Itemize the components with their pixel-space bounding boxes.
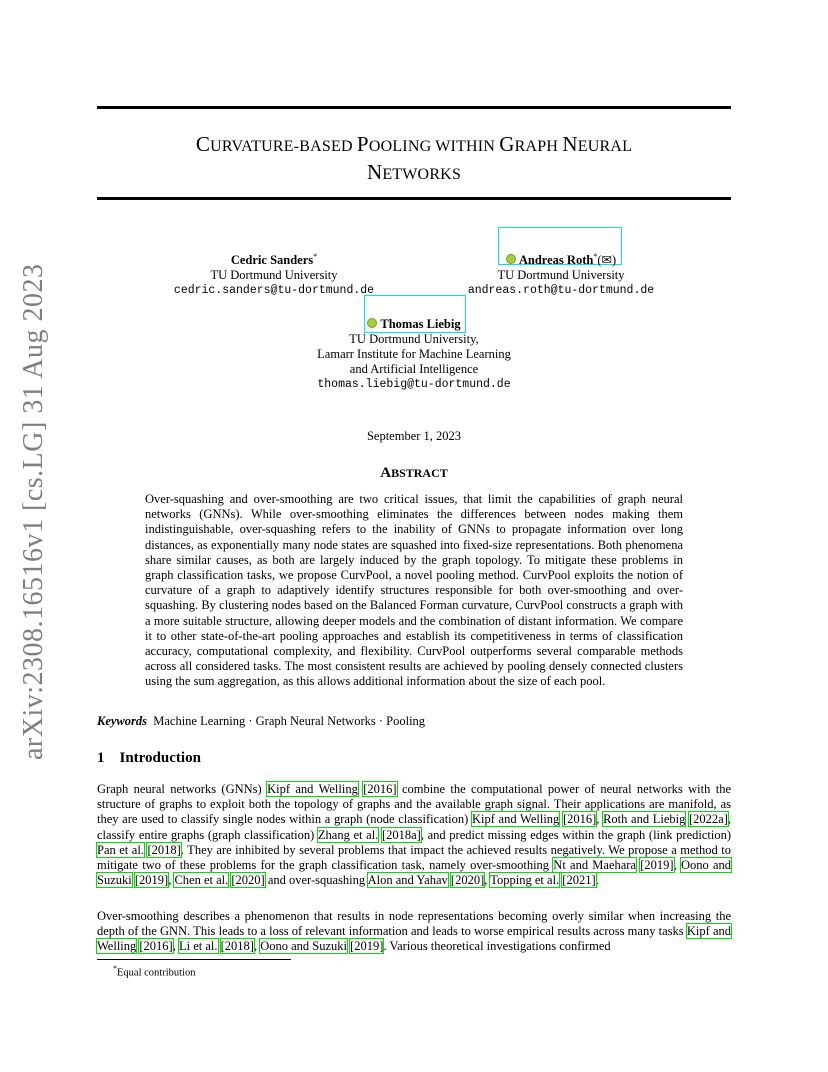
author-affiliation: TU Dortmund University — [497, 268, 625, 283]
citation-link[interactable]: [2020] — [231, 873, 265, 888]
section-heading: 1 Introduction — [97, 750, 201, 766]
citation-link[interactable]: Roth and Liebig — [603, 812, 686, 827]
author-name: Andreas Roth — [518, 253, 594, 268]
title-top-rule — [97, 106, 731, 109]
keywords-label: Keywords — [97, 714, 147, 728]
citation-link[interactable]: [2018a] — [381, 827, 421, 842]
title-bottom-rule — [97, 197, 731, 200]
orcid-icon[interactable] — [506, 254, 516, 264]
citation-link[interactable]: [2021] — [562, 873, 596, 888]
citation-link[interactable]: Zhang et al. — [317, 827, 379, 842]
author-email: andreas.roth@tu-dortmund.de — [467, 284, 655, 298]
citation-link[interactable]: Kipf and Welling — [471, 812, 560, 827]
paper-date: September 1, 2023 — [366, 429, 462, 443]
keywords — [97, 714, 425, 729]
citation-link[interactable]: [2019] — [640, 858, 674, 873]
citation-link[interactable]: [2019] — [134, 873, 169, 888]
author-name: Thomas Liebig — [380, 317, 461, 331]
orcid-icon[interactable] — [367, 318, 377, 328]
intro-paragraph-1: Graph neural networks (GNNs) Kipf and Welling [2016] combine the computational power of neural networks with the structure of graphs to exploit both the topology of graphs and the available graph signal. Their applications are manifold, as they are used to classify single nodes within a graph (node classification) Kipf and Welling [2016], Roth and Liebig [2022a], classify entire graphs (graph classification) Zhang et al. [2018a], and predict missing edges within the graph (link prediction) Pan et al. [2018]. They are inhibited by several problems that impact the achieved results negatively. We propose a method to mitigate two of these problems for the graph classification task, namely over-smoothing Nt and Maehara [2019], Oono and Suzuki [2019], Chen et al. [2020] and over-squashing Alon and Yahav [2020], Topping et al. [2021]. — [97, 782, 732, 888]
arxiv-id: arXiv:2308.16516v1 [cs.LG] 31 Aug 2023 — [18, 263, 49, 760]
author-email: thomas.liebig@tu-dortmund.de — [317, 378, 511, 391]
citation-link[interactable]: [2018] — [220, 939, 254, 954]
keywords-text: Machine Learning · Graph Neural Networks · Pooling — [153, 714, 426, 728]
intro-paragraph-2: Over-smoothing describes a phenomenon that results in node representations becoming overly similar when increasing the depth of the GNN. This leads to a loss of relevant information and leads to worse empirical results across many tasks Kipf and Welling [2016], Li et al. [2018], Oono and Suzuki [2019]. Various theoretical investigations confirmed — [97, 909, 731, 954]
citation-link[interactable]: [2020] — [450, 873, 485, 888]
footnote: *Equal contribution — [113, 964, 196, 979]
citation-link[interactable]: [2016] — [363, 782, 397, 796]
citation-link[interactable]: [2016] — [562, 812, 597, 827]
envelope-icon[interactable]: (✉) — [597, 253, 617, 268]
citation-link[interactable]: Pan et al. — [97, 842, 144, 857]
citation-link[interactable]: [2018] — [147, 842, 181, 857]
abstract-heading: ABSTRACT — [380, 465, 448, 481]
paper-title-line1: CURVATURE-BASED POOLING WITHIN GRAPH NEURAL — [195, 132, 633, 156]
author-name: Cedric Sanders — [230, 253, 314, 268]
citation-link[interactable]: Oono and Suzuki — [97, 858, 732, 888]
abstract-text: Over-squashing and over-smoothing are two critical issues, that limit the capabilities of graph neural networks (GNNs). While over-smoothing eliminates the differences between nodes making them indistinguishable, over-squashing refers to the inability of GNNs to propagate information over long distances, as exponentially many node states are squashed into fixed-size representations. Both phenomena share similar causes, as both are largely induced by the graph topology. To mitigate these problems in graph classification tasks, we propose CurvPool, a novel pooling method. CurvPool exploits the notion of curvature of a graph to adaptively identify structures responsible for both over-smoothing and over-squashing. By clustering nodes based on the Balanced Forman curvature, CurvPool constructs a graph with a more suitable structure, allowing deeper models and the combination of distant information. We compare it to other state-of-the-art pooling approaches and establish its competitiveness in terms of classification accuracy, computational complexity, and flexibility. CurvPool outperforms several comparable methods across all considered tasks. The most consistent results are achieved by pooling densely connected clusters using the sum aggregation, as this allows additional information about the size of each pool. — [145, 492, 683, 689]
paper-title-line2: NETWORKS — [366, 160, 462, 184]
author-email: cedric.sanders@tu-dortmund.de — [173, 284, 375, 298]
citation-link[interactable]: Alon and Yahav — [367, 873, 448, 888]
citation-link[interactable]: Kipf and Welling — [97, 924, 731, 954]
citation-link[interactable]: Oono and Suzuki — [260, 939, 348, 954]
footnote-rule — [97, 959, 291, 960]
citation-link[interactable]: [2022a] — [689, 812, 728, 827]
citation-link[interactable]: Chen et al. — [174, 873, 229, 888]
author-cedric-sanders: Cedric Sanders* TU Dortmund University cedric.sanders@tu-dortmund.de — [168, 249, 380, 298]
author-andreas-roth: Andreas Roth*(✉) TU Dortmund University andreas.roth@tu-dortmund.de — [450, 249, 672, 298]
citation-link[interactable]: Kipf and Welling — [267, 782, 358, 796]
author-affiliation: Lamarr Institute for Machine Learning — [317, 347, 511, 361]
author-affiliation: TU Dortmund University, — [349, 332, 479, 346]
author-thomas-liebig — [294, 317, 534, 392]
citation-link[interactable]: Topping et al. — [490, 873, 560, 888]
citation-link[interactable]: Nt and Maehara — [553, 858, 637, 873]
citation-link[interactable]: [2019] — [350, 939, 384, 954]
author-affiliation: TU Dortmund University — [210, 268, 338, 283]
citation-link[interactable]: [2016] — [139, 939, 173, 954]
author-affiliation: and Artificial Intelligence — [349, 362, 479, 376]
citation-link[interactable]: Li et al. — [178, 939, 218, 954]
